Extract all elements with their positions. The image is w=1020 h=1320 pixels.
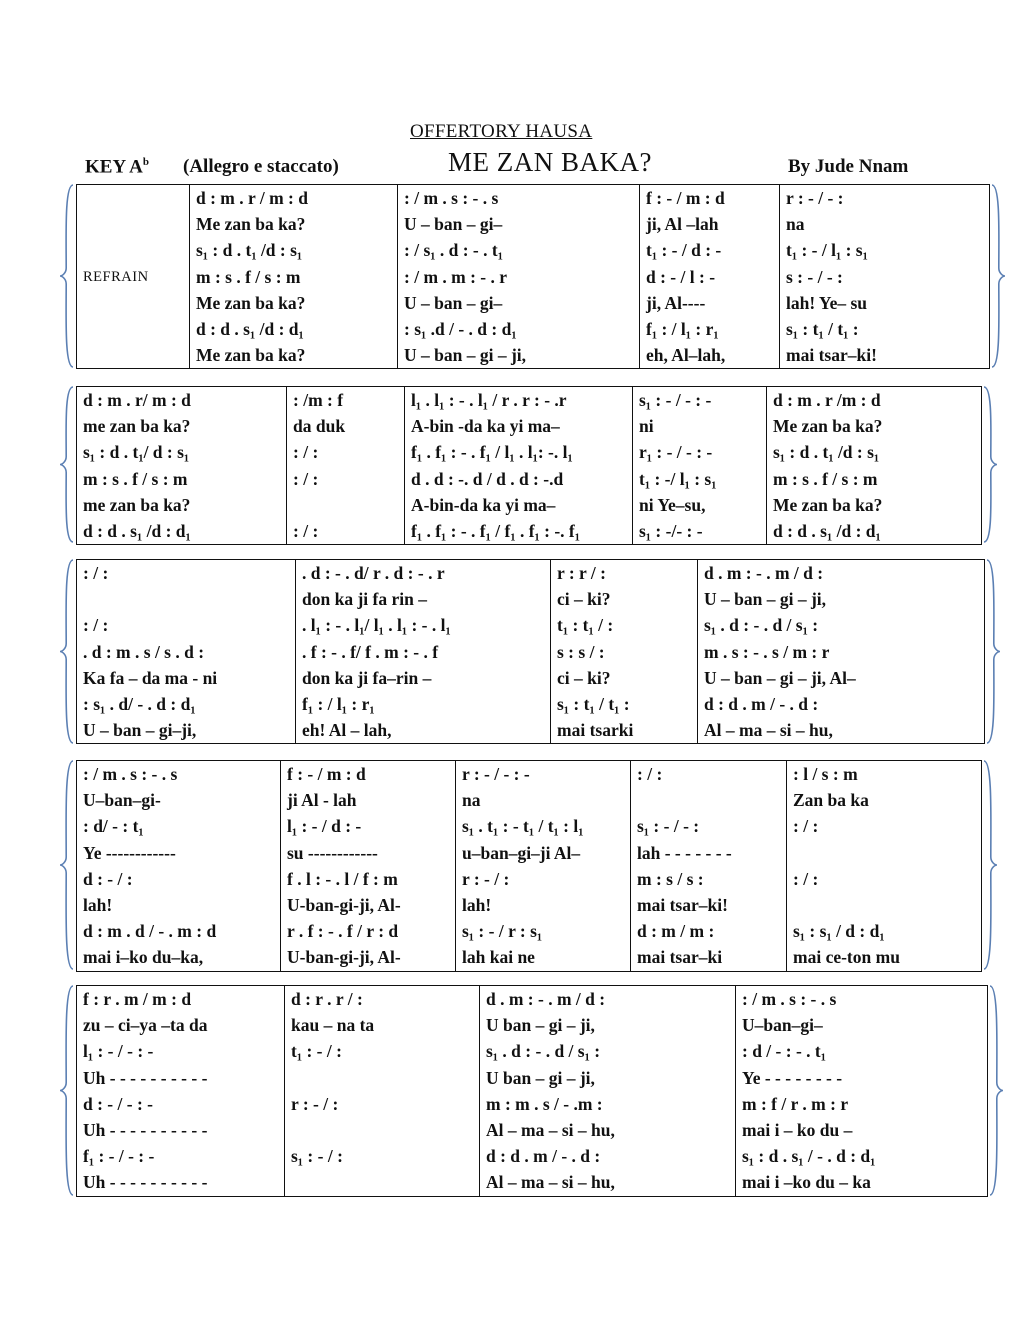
measure-cell xyxy=(281,761,456,972)
lyric-line: d : d . s₁ /d : d₁ xyxy=(83,520,191,541)
notation-line: Al – ma – si – hu, xyxy=(704,720,833,741)
measure-cell xyxy=(780,185,990,369)
notation-line: s : - / - : xyxy=(786,266,843,287)
notation-line: d : - / - : - xyxy=(83,1093,153,1114)
notation-line: d : m / m : xyxy=(637,921,715,942)
lyric-line xyxy=(291,1065,473,1091)
notation-line: r : r / : xyxy=(557,563,606,583)
lyric-line: ni xyxy=(639,416,654,437)
notation-line: f₁ : - / - : - xyxy=(83,1146,155,1167)
notation-line: r : - / : xyxy=(462,868,510,889)
lyric-line: Al – ma – si – hu, xyxy=(486,1119,615,1140)
measure-cell xyxy=(767,387,982,545)
key-flat: b xyxy=(142,156,150,168)
lyric-line: ji, Al –lah xyxy=(646,214,719,235)
notation-line: : / : xyxy=(793,868,819,889)
notation-line: s₁ : - / r : s₁ xyxy=(462,921,543,942)
notation-line: : / s₁ . d : - . t₁ xyxy=(404,240,503,261)
measure-cell xyxy=(398,185,640,369)
lyric-line: Uh - - - - - - - - - - xyxy=(83,1119,208,1140)
lyric-line xyxy=(291,1117,473,1143)
notation-line: s₁ : d . t₁/ d : s₁ xyxy=(83,442,190,463)
system-row xyxy=(77,761,982,972)
notation-line: : d/ - : t₁ xyxy=(83,816,144,837)
measure-cell xyxy=(77,560,296,744)
system-table xyxy=(76,386,982,545)
notation-line: r₁ : - / - : - xyxy=(639,442,713,463)
notation-line: d . m : - . m / d : xyxy=(704,563,824,583)
lyric-line: Me zan ba ka? xyxy=(196,345,306,366)
notation-line: s₁ : s₁ / d : d₁ xyxy=(793,921,885,942)
lyric-line: s : s / : xyxy=(557,641,605,662)
right-brace-icon xyxy=(985,558,1001,745)
notation-line: f : - / m : d xyxy=(287,764,366,784)
right-brace-icon xyxy=(990,183,1006,369)
system-table xyxy=(76,184,990,369)
left-brace-icon xyxy=(59,759,75,971)
music-system-3 xyxy=(76,559,984,744)
notation-line: s₁ . t₁ : - t₁ / t₁ : l₁ xyxy=(462,816,584,837)
lyric-line: ci – ki? xyxy=(557,589,611,610)
lyric-line: na xyxy=(462,790,481,811)
lyric-line: mai tsar–ki xyxy=(637,947,723,968)
header-title: OFFERTORY HAUSA xyxy=(410,121,593,142)
lyric-line: mai i–ko du–ka, xyxy=(83,947,204,968)
measure-cell xyxy=(698,560,985,744)
notation-line: l₁ : - / d : - xyxy=(287,816,362,837)
composer: By Jude Nnam xyxy=(788,156,909,177)
measure-cell xyxy=(640,185,780,369)
lyric-line: U-ban-gi-ji, Al- xyxy=(287,894,401,915)
lyric-line: su ------------ xyxy=(287,842,378,863)
lyric-line: zu – ci–ya –ta da xyxy=(83,1015,208,1036)
notation-line: . d : - . d/ r . d : - . r xyxy=(302,563,445,583)
notation-line: : / : xyxy=(83,615,109,636)
lyric-line: d : d . s₁ /d : d₁ xyxy=(773,520,881,541)
notation-line: : /m : f xyxy=(293,390,344,410)
measure-cell xyxy=(77,761,281,972)
song-title: ME ZAN BAKA? xyxy=(448,147,652,177)
notation-line: t₁ : - / d : - xyxy=(646,240,722,261)
lyric-line xyxy=(793,840,975,866)
notation-line: s₁ . d : - . d / s₁ : xyxy=(486,1041,601,1062)
lyric-line: Ye ------------ xyxy=(83,842,176,863)
lyric-line: kau – na ta xyxy=(291,1015,375,1036)
notation-line: : / : xyxy=(83,563,109,583)
lyric-line: U ban – gi – ji, xyxy=(486,1015,595,1036)
lyric-line: f₁ : / l₁ : r₁ xyxy=(302,693,375,714)
system-table xyxy=(76,760,982,972)
notation-line: f . l : - . l / f : m xyxy=(287,868,398,889)
left-brace-icon xyxy=(59,183,75,369)
lyric-line: lah! xyxy=(83,894,113,915)
right-brace-icon xyxy=(982,759,998,971)
lyric-line: . d : m . s / s . d : xyxy=(83,641,205,662)
lyric-line: f₁ . f₁ : - . f₁ / f₁ . f₁ : -. f₁ xyxy=(411,520,580,541)
lyric-line: U – ban – gi – ji, xyxy=(404,345,527,366)
notation-line: s₁ : d . t₁ /d : s₁ xyxy=(196,240,303,261)
lyric-line: t₁ : -/ l₁ : s₁ xyxy=(639,468,717,489)
lyric-line: U – ban – gi– xyxy=(404,214,503,235)
notation-line: : / m . s : - . s xyxy=(742,989,837,1009)
notation-line: : / m . s : - . s xyxy=(404,188,499,208)
lyric-line: d : d . m / - . d : xyxy=(704,693,819,714)
notation-line: eh! Al – lah, xyxy=(302,720,392,741)
notation-line: : / m . m : - . r xyxy=(404,266,508,287)
lyric-line: s₁ : t₁ / t₁ : xyxy=(557,693,630,714)
lyric-line: : / : xyxy=(293,468,319,489)
left-brace-icon xyxy=(59,385,75,544)
measure-cell xyxy=(405,387,633,545)
measure-cell xyxy=(787,761,982,972)
left-brace-icon xyxy=(59,984,75,1197)
music-system-2 xyxy=(76,386,981,543)
lyric-line: don ka ji fa rin – xyxy=(302,589,427,610)
lyric-line: s₁ : -/- : - xyxy=(639,520,703,541)
music-system-5 xyxy=(76,985,987,1196)
lyric-line: U – ban – gi– xyxy=(404,292,503,313)
system-row xyxy=(77,560,985,744)
measure-cell xyxy=(287,387,405,545)
measure-cell xyxy=(631,761,787,972)
lyric-line: U-ban-gi-ji, Al- xyxy=(287,947,401,968)
lyric-line: lah kai ne xyxy=(462,947,535,968)
notation-line: mai tsarki xyxy=(557,720,634,741)
music-system-1 xyxy=(76,184,989,368)
notation-line: : / : xyxy=(637,764,663,784)
system-row xyxy=(77,986,988,1197)
lyric-line: m : s . f / s : m xyxy=(83,468,188,489)
notation-line: s₁ . d : - . d / s₁ : xyxy=(704,615,819,636)
measure-cell xyxy=(736,986,988,1197)
notation-line: d : m . d / - . m : d xyxy=(83,921,217,942)
lyric-line: ji Al - lah xyxy=(287,790,357,811)
lyric-line: mai tsar–ki! xyxy=(786,345,877,366)
lyric-line: m . s : - . s / m : r xyxy=(704,641,830,662)
notation-line: : l / s : m xyxy=(793,764,858,784)
lyric-line: lah - - - - - - - xyxy=(637,842,732,863)
lyric-line: . f : - . f/ f . m : - . f xyxy=(302,641,439,662)
lyric-line: mai i –ko du – ka xyxy=(742,1172,871,1193)
lyric-line: m : s . f / s : m xyxy=(773,468,878,489)
lyric-line: Zan ba ka xyxy=(793,790,869,811)
measure-cell xyxy=(551,560,698,744)
notation-line: me zan ba ka? xyxy=(83,494,191,515)
notation-line: f : - / m : d xyxy=(646,188,725,208)
lyric-line xyxy=(83,586,289,612)
lyric-line: lah! Ye– su xyxy=(786,292,868,313)
lyric-line: u–ban–gi–ji Al– xyxy=(462,842,581,863)
lyric-line: Uh - - - - - - - - - - xyxy=(83,1067,208,1088)
notation-line: ci – ki? xyxy=(557,667,611,688)
lyric-line: U–ban–gi- xyxy=(83,790,161,811)
measure-cell xyxy=(456,761,631,972)
notation-line: . l₁ : - . l₁/ l₁ . l₁ : - . l₁ xyxy=(302,615,451,636)
lyric-line: Me zan ba ka? xyxy=(196,292,306,313)
measure-cell xyxy=(77,986,285,1197)
right-brace-icon xyxy=(982,385,998,544)
notation-line: d : d . m / - . d : xyxy=(486,1146,601,1167)
lyric-line: me zan ba ka? xyxy=(83,416,191,437)
notation-line: s₁ : d . t₁ /d : s₁ xyxy=(773,442,880,463)
notation-line: m : m . s / - .m : xyxy=(486,1093,603,1114)
lyric-line: U ban – gi – ji, xyxy=(486,1067,595,1088)
music-system-4 xyxy=(76,760,981,970)
refrain-label-cell xyxy=(77,185,190,369)
notation-line: Ka fa – da ma - ni xyxy=(83,667,218,688)
lyric-line: : s₁ . d/ - . d : d₁ xyxy=(83,693,196,714)
lyric-line xyxy=(793,892,975,918)
tempo-marking: (Allegro e staccato) xyxy=(183,156,339,177)
lyric-line: lah! xyxy=(462,894,492,915)
notation-line: r : - / - : - xyxy=(462,764,530,784)
lyric-line: d . d : -. d / d . d : -.d xyxy=(411,468,564,489)
notation-line: l₁ . l₁ : - . l₁ / r . r : - .r xyxy=(411,390,567,410)
lyric-line: mai i – ko du – xyxy=(742,1119,853,1140)
notation-line: f₁ : / l₁ : r₁ xyxy=(646,318,719,339)
notation-line: d . m : - . m / d : xyxy=(486,989,606,1009)
lyric-line xyxy=(637,787,780,813)
lyric-line: Me zan ba ka? xyxy=(773,416,883,437)
notation-line: t₁ : - / : xyxy=(291,1041,342,1062)
notation-line: U – ban – gi–ji, xyxy=(83,720,197,741)
lyric-line: na xyxy=(786,214,805,235)
measure-cell xyxy=(480,986,736,1197)
notation-line: t₁ : - / l₁ : s₁ xyxy=(786,240,868,261)
lyric-line: eh, Al–lah, xyxy=(646,345,726,366)
lyric-line: da duk xyxy=(293,416,346,437)
right-brace-icon xyxy=(988,984,1004,1197)
system-table xyxy=(76,559,985,744)
notation-line: r . f : - . f / r : d xyxy=(287,921,399,942)
notation-line: s₁ : t₁ / t₁ : xyxy=(786,318,859,339)
key-signature xyxy=(85,156,149,178)
lyric-line: Al – ma – si – hu, xyxy=(486,1172,615,1193)
left-brace-icon xyxy=(59,558,75,745)
notation-line: : / : xyxy=(293,442,319,463)
notation-line: d : m . r / m : d xyxy=(196,188,308,208)
refrain-label: REFRAIN xyxy=(83,268,149,285)
system-row xyxy=(77,185,990,369)
notation-line: d : d . s₁ /d : d₁ xyxy=(196,318,304,339)
notation-line: f₁ . f₁ : - . f₁ / l₁ . l₁: -. l₁ xyxy=(411,442,573,463)
notation-line: U – ban – gi – ji, Al– xyxy=(704,667,856,688)
measure-cell xyxy=(633,387,767,545)
lyric-line: A-bin -da ka yi ma– xyxy=(411,416,560,437)
notation-line: t₁ : t₁ / : xyxy=(557,615,614,636)
notation-line: s₁ : - / - : xyxy=(637,816,700,837)
notation-line: : / : xyxy=(793,816,819,837)
notation-line: m : f / r . m : r xyxy=(742,1093,849,1114)
notation-line: Me zan ba ka? xyxy=(773,494,883,515)
lyric-line: Uh - - - - - - - - - - xyxy=(83,1172,208,1193)
notation-line: d : - / l : - xyxy=(646,266,716,287)
notation-line: r : - / : xyxy=(291,1093,339,1114)
measure-cell xyxy=(77,387,287,545)
lyric-line: U – ban – gi – ji, xyxy=(704,589,827,610)
notation-line: f : r . m / m : d xyxy=(83,989,192,1009)
notation-line: s₁ : - / : xyxy=(291,1146,343,1167)
notation-line: : s₁ .d / - . d : d₁ xyxy=(404,318,517,339)
lyric-line: U–ban–gi– xyxy=(742,1015,823,1036)
notation-line: : / m . s : - . s xyxy=(83,764,178,784)
notation-line: ni Ye–su, xyxy=(639,494,706,515)
measure-cell xyxy=(285,986,480,1197)
lyric-line: : / : xyxy=(293,520,319,541)
notation-line xyxy=(293,492,398,518)
lyric-line: mai tsar–ki! xyxy=(637,894,728,915)
measure-cell xyxy=(190,185,398,369)
notation-line: d : m . r /m : d xyxy=(773,390,881,410)
system-row xyxy=(77,387,982,545)
notation-line: d : - / : xyxy=(83,868,133,889)
notation-line: d : r . r / : xyxy=(291,989,363,1009)
lyric-line: mai ce-ton mu xyxy=(793,947,900,968)
measure-cell xyxy=(296,560,551,744)
notation-line: : d / - : - . t₁ xyxy=(742,1041,826,1062)
system-table xyxy=(76,985,988,1197)
notation-line: l₁ : - / - : - xyxy=(83,1041,154,1062)
notation-line: A-bin-da ka yi ma– xyxy=(411,494,556,515)
notation-line: s₁ : - / - : - xyxy=(639,390,712,410)
notation-line: m : s . f / s : m xyxy=(196,266,301,287)
lyric-line: ji, Al---- xyxy=(646,292,706,313)
notation-line: m : s / s : xyxy=(637,868,704,889)
notation-line: don ka ji fa–rin – xyxy=(302,667,432,688)
notation-line: s₁ : d . s₁ / - . d : d₁ xyxy=(742,1146,876,1167)
lyric-line: Ye - - - - - - - - xyxy=(742,1067,843,1088)
lyric-line: Me zan ba ka? xyxy=(196,214,306,235)
notation-line: r : - / - : xyxy=(786,188,844,208)
notation-line: d : m . r/ m : d xyxy=(83,390,191,410)
key-label: KEY A xyxy=(85,156,143,178)
lyric-line xyxy=(291,1169,473,1195)
